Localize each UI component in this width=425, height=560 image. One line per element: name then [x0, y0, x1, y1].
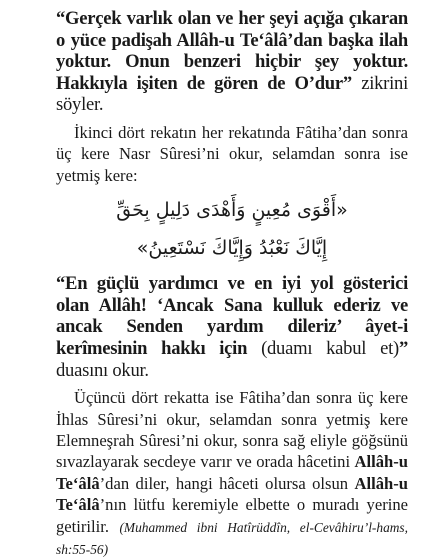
third-rakat-text-2: ’dan diler, hangi hâceti olursa olsun [99, 473, 355, 493]
paragraph-second-rakat: İkinci dört rekatın her rekatında Fâtiha’dan sonra üç kere Nasr Sûresi’ni okur, selamdan sonra ise yetmiş kere: [56, 122, 408, 185]
dhikr-text: “Gerçek varlık olan ve her şeyi açığa çıkaran o yüce padişah Allâh-u Te‘âlâ’dan başka ilah yoktur. Onun benzeri hiçbir şey yoktur. Hakkıyla işiten de gören de O’dur” [56, 8, 408, 94]
paragraph-dhikr [56, 8, 408, 116]
third-rakat-text-3: ’nın lütfu keremiyle elbette o muradı yerine getirilir. [56, 495, 408, 536]
prayer-meaning-close-quote: ” [398, 337, 408, 359]
paragraph-third-rakat [56, 387, 408, 560]
allah-name-1: Allâh-u Te‘âlâ [56, 452, 408, 493]
arabic-line-2: إِيَّاكَ نَعْبُدُ وَإِيَّاكَ نَسْتَعِينُ» [136, 237, 328, 260]
arabic-prayer [56, 191, 408, 267]
source-citation: (Muhammed ibni Hatîrüddîn, el-Cevâhiru’l-hams, sh:55-56) [56, 519, 408, 557]
document-page [56, 8, 408, 560]
prayer-meaning-tail: duasını okur. [56, 359, 149, 381]
prayer-meaning-paren: (duamı kabul et) [247, 337, 399, 359]
dhikr-tail: zikrini söyler. [56, 72, 408, 116]
third-rakat-text-1: Üçüncü dört rekatta ise Fâtiha’dan sonra üç kere İhlas Sûresi’ni okur, selamdan sonra yetmiş kere Elemneşrah Sûresi’ni okur, sonra sağ eliyle göğsünü sıvazlayarak secdeye varır ve orada hâcetini [56, 388, 408, 472]
prayer-meaning-bold: “En güçlü yardımcı ve en iyi yol gösterici olan Allâh! ‘Ancak Sana kulluk ederiz ve ancak Senden yardım dileriz’ âyet-i kerîmesinin hakkı için [56, 273, 408, 359]
arabic-line-1: «أَقْوَى مُعِينٍ وَأَهْدَى دَلِيلٍ بِحَقِّ [116, 199, 348, 222]
paragraph-prayer-meaning [56, 273, 408, 381]
allah-name-2: Allâh-u Te‘âlâ [56, 473, 408, 515]
